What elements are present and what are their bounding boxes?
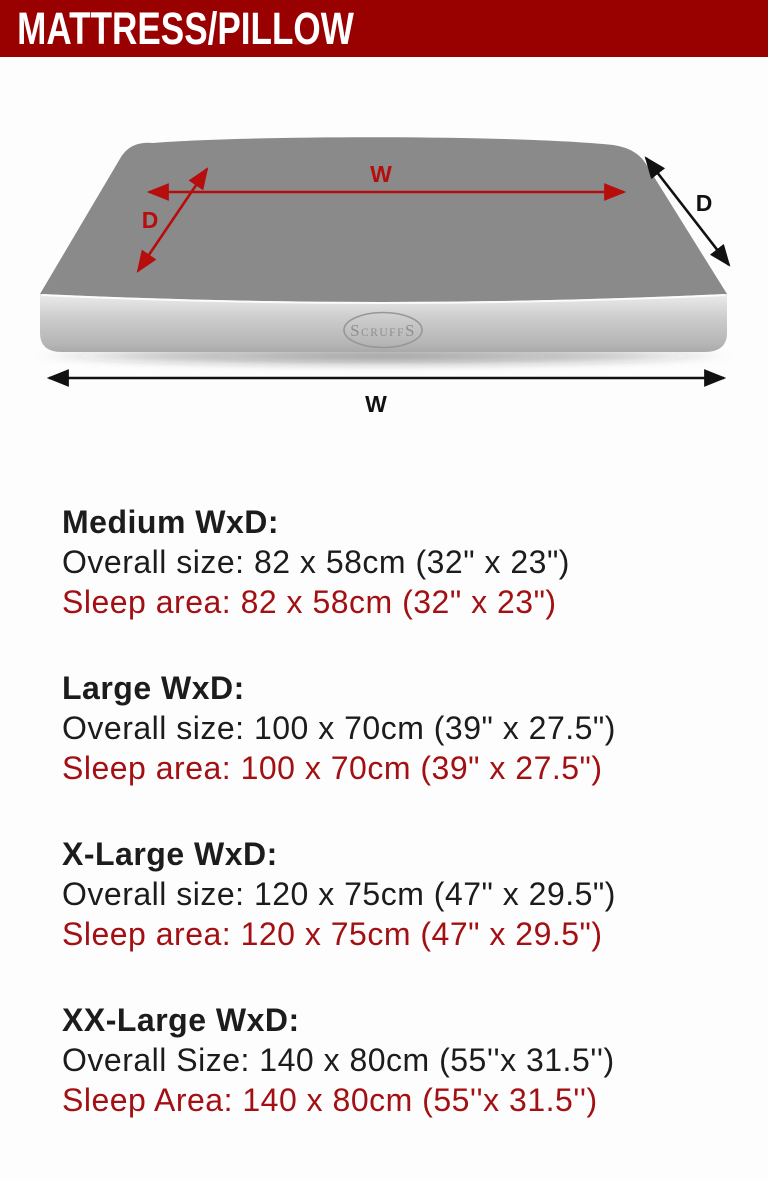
size-name: Medium WxD: [62, 504, 280, 540]
size-overall-line: Overall size: 100 x 70cm (39" x 27.5") [62, 710, 616, 746]
mattress-diagram [0, 90, 768, 430]
depth-label-top: D [141, 207, 159, 233]
width-label-bottom: W [365, 391, 387, 417]
page-title: MATTRESS/PILLOW [17, 3, 354, 54]
size-sleep-line: Sleep area: 82 x 58cm (32" x 23") [62, 584, 557, 620]
depth-label-side: D [695, 190, 713, 216]
size-name: XX-Large WxD: [62, 1002, 300, 1038]
logo-letter-first: S [350, 321, 362, 340]
size-name: X-Large WxD: [62, 836, 278, 872]
size-overall-line: Overall size: 82 x 58cm (32" x 23") [62, 544, 570, 580]
size-section-medium [62, 502, 768, 622]
logo-letter-last: S [404, 321, 416, 340]
width-label-top: W [370, 161, 392, 187]
size-list [0, 430, 768, 1120]
size-section-xlarge [62, 834, 768, 954]
size-sleep-line: Sleep area: 120 x 75cm (47" x 29.5") [62, 916, 603, 952]
mattress-diagram-svg [0, 90, 768, 425]
header-bar [0, 0, 768, 57]
size-overall-line: Overall Size: 140 x 80cm (55''x 31.5'') [62, 1042, 615, 1078]
size-overall-line: Overall size: 120 x 75cm (47" x 29.5") [62, 876, 616, 912]
size-sleep-line: Sleep Area: 140 x 80cm (55''x 31.5'') [62, 1082, 598, 1118]
size-name: Large WxD: [62, 670, 245, 706]
logo-letters-mid: CRUFF [361, 327, 405, 339]
size-section-large [62, 668, 768, 788]
size-section-xxlarge [62, 1000, 768, 1120]
size-sleep-line: Sleep area: 100 x 70cm (39" x 27.5") [62, 750, 603, 786]
